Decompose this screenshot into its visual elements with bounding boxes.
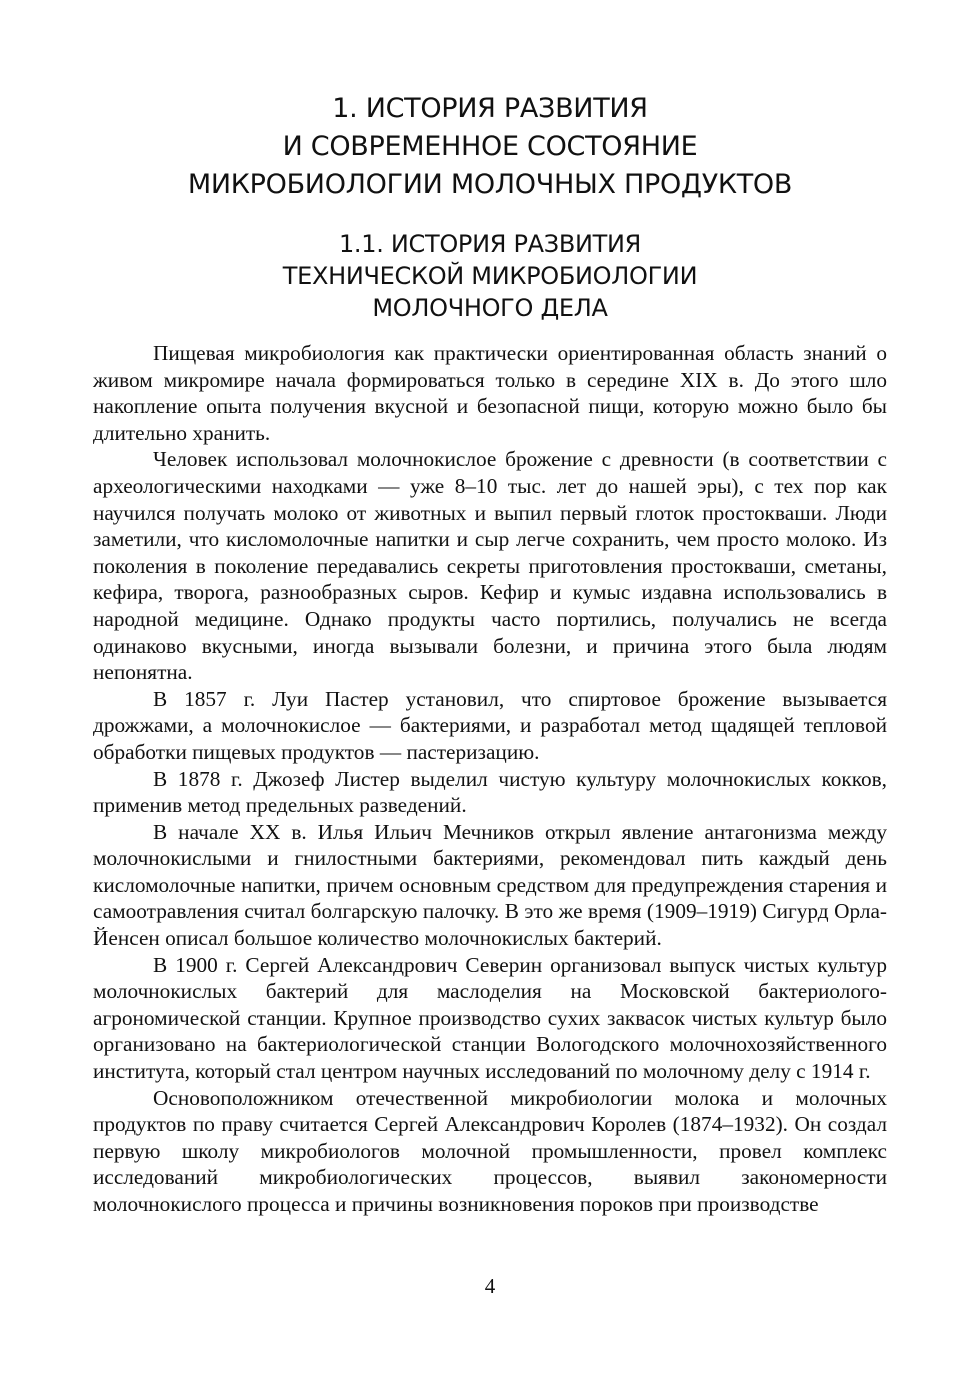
document-page bbox=[93, 0, 887, 1386]
body-text bbox=[93, 340, 887, 1218]
paragraph-mechnikov: В начале XX в. Илья Ильич Мечников открыл явление антагонизма между молочнокислыми и гнилостными бактериями, рекомендовал пить каждый день кисломолочные напитки, причем основным средством для предупреждения старения и самоотравления считал болгарскую палочку. В это же время (1909–1919) Сигурд Орла-Йенсен описал большое количество молочнокислых бактерий. bbox=[93, 819, 887, 951]
section-title-line: 1.1. ИСТОРИЯ РАЗВИТИЯ bbox=[338, 230, 642, 258]
chapter-title-line: И СОВРЕМЕННОЕ СОСТОЯНИЕ bbox=[282, 131, 698, 162]
chapter-title-line: МИКРОБИОЛОГИИ МОЛОЧНЫХ ПРОДУКТОВ bbox=[187, 169, 793, 200]
paragraph-korolev: Основоположником отечественной микробиологии молока и молочных продуктов по праву считается Сергей Александрович Королев (1874–1932). Он создал первую школу микробиологов молочной промышленности, провел комплекс исследований микробиологических процессов, выявил закономерности молочнокислого процесса и причины возникновения пороков при производстве bbox=[93, 1085, 887, 1216]
page-number: 4 bbox=[484, 1274, 496, 1298]
chapter-title-line: 1. ИСТОРИЯ РАЗВИТИЯ bbox=[332, 93, 648, 124]
section-title-line: МОЛОЧНОГО ДЕЛА bbox=[372, 294, 608, 322]
chapter-title bbox=[93, 90, 887, 204]
paragraph-severin: В 1900 г. Сергей Александрович Северин организовал выпуск чистых культур молочнокислых бактерий для маслоделия на Московской бактериолого-агрономической станции. Крупное производство сухих заквасок чистых культур было организовано на бактериологической станции Вологодского молочнохозяйственного института, который стал центром научных исследований по молочному делу с 1914 г. bbox=[93, 952, 887, 1084]
section-title-line: ТЕХНИЧЕСКОЙ МИКРОБИОЛОГИИ bbox=[282, 262, 698, 290]
paragraph-lister: В 1878 г. Джозеф Листер выделил чистую культуру молочнокислых кокков, применив метод предельных разведений. bbox=[93, 766, 887, 818]
paragraph-pasteur: В 1857 г. Луи Пастер установил, что спиртовое брожение вызывается дрожжами, а молочнокислое — бактериями, и разработал метод щадящей тепловой обработки пищевых продуктов — пастеризацию. bbox=[93, 686, 887, 764]
paragraph-ancient-fermentation: Человек использовал молочнокислое брожение с древности (в соответствии с археологическими находками — уже 8–10 тыс. лет до нашей эры), с тех пор как научился получать молоко от животных и выпил первый глоток простокваши. Люди заметили, что кисломолочные напитки и сыр легче сохранить, чем просто молоко. Из поколения в поколение передавались секреты приготовления простокваши, сметаны, кефира, творога, разнообразных сыров. Кефир и кумыс издавна использовались в народной медицине. Однако продукты часто портились, получались не всегда одинаково вкусными, иногда вызывали болезни, и причина этого была людям непонятна. bbox=[93, 447, 887, 685]
section-title bbox=[93, 228, 887, 324]
paragraph-food-microbiology: Пищевая микробиология как практически ориентированная область знаний о живом микромире начала формироваться только в середине XIX в. До этого шло накопление опыта получения вкусной и безопасной пищи, которую можно было бы длительно хранить. bbox=[93, 341, 887, 445]
